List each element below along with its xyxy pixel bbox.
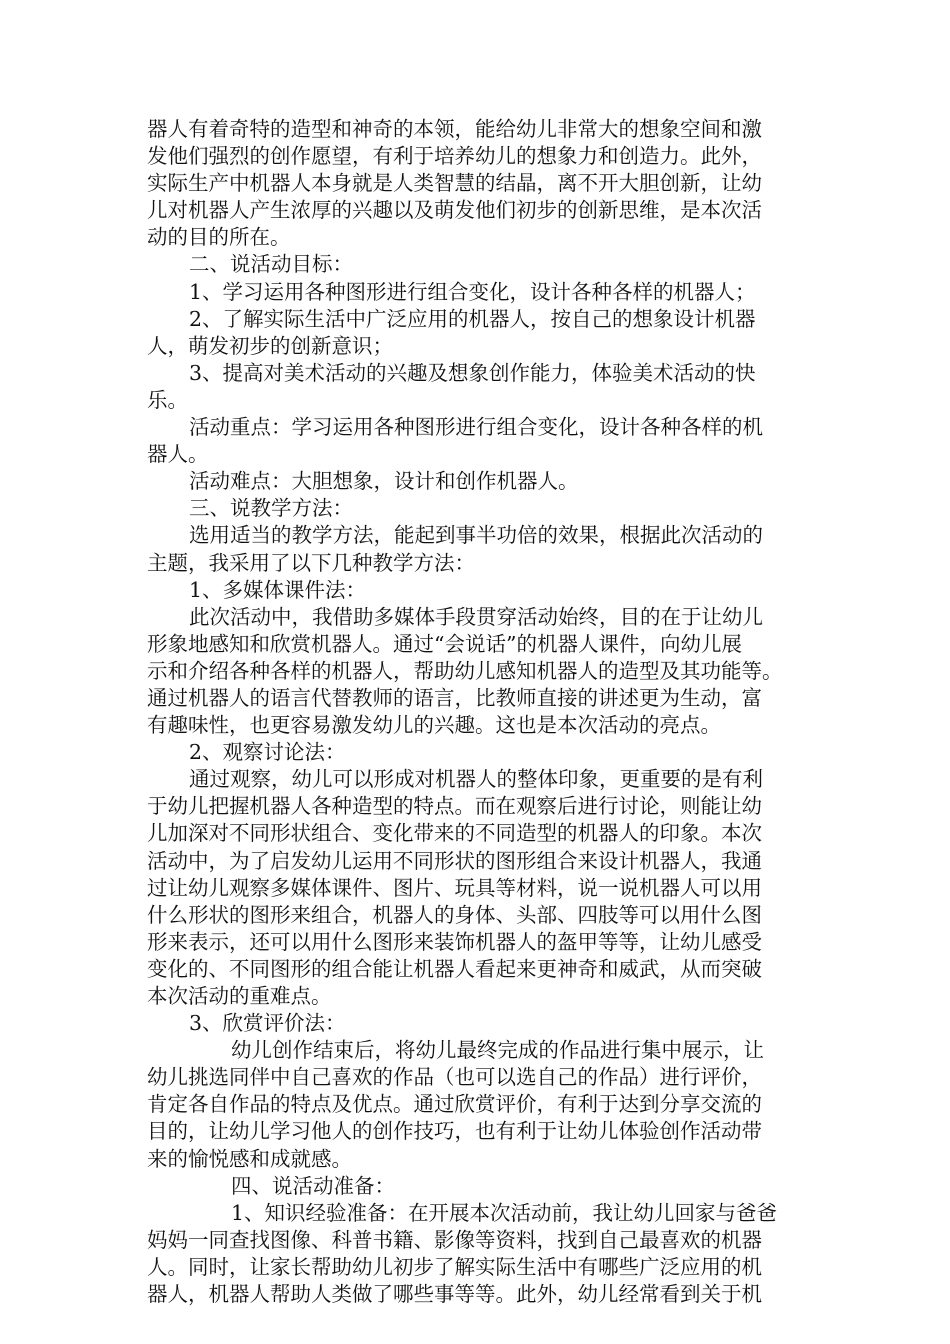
text-line: 活动难点：大胆想象，设计和创作机器人。 bbox=[189, 469, 579, 494]
text-line: 1、知识经验准备：在开展本次活动前，我让幼儿回家与爸爸 bbox=[231, 1200, 778, 1225]
text-line: 过让幼儿观察多媒体课件、图片、玩具等材料，说一说机器人可以用 bbox=[147, 875, 762, 900]
text-line: 妈妈一同查找图像、科普书籍、影像等资料，找到自己最喜欢的机器 bbox=[147, 1227, 762, 1252]
text-line: 幼儿挑选同伴中自己喜欢的作品（也可以选自己的作品）进行评价， bbox=[147, 1065, 762, 1090]
text-line: 幼儿创作结束后，将幼儿最终完成的作品进行集中展示，让 bbox=[231, 1038, 764, 1063]
text-line: 目的，让幼儿学习他人的创作技巧，也有利于让幼儿体验创作活动带 bbox=[147, 1119, 762, 1144]
text-line: 活动重点：学习运用各种图形进行组合变化，设计各种各样的机 bbox=[189, 415, 763, 440]
text-line: 1、学习运用各种图形进行组合变化，设计各种各样的机器人； bbox=[189, 279, 756, 304]
text-line: 实际生产中机器人本身就是人类智慧的结晶，离不开大胆创新，让幼 bbox=[147, 171, 762, 196]
text-line: 形来表示，还可以用什么图形来装饰机器人的盔甲等等，让幼儿感受 bbox=[147, 929, 762, 954]
text-line: 变化的、不同图形的组合能让机器人看起来更神奇和威武，从而突破 bbox=[147, 956, 762, 981]
text-line: 主题，我采用了以下几种教学方法： bbox=[147, 550, 475, 575]
text-line: 器人。 bbox=[147, 442, 209, 467]
text-line: 通过机器人的语言代替教师的语言，比教师直接的讲述更为生动，富 bbox=[147, 685, 762, 710]
text-line: 3、欣赏评价法： bbox=[189, 1011, 346, 1036]
text-line: 发他们强烈的创作愿望，有利于培养幼儿的想象力和创造力。此外， bbox=[147, 144, 762, 169]
text-line: 有趣味性，也更容易激发幼儿的兴趣。这也是本次活动的亮点。 bbox=[147, 713, 721, 738]
text-line: 此次活动中，我借助多媒体手段贯穿活动始终，目的在于让幼儿 bbox=[189, 604, 763, 629]
document-body bbox=[147, 116, 805, 1308]
text-line: 什么形状的图形来组合，机器人的身体、头部、四肢等可以用什么图 bbox=[147, 902, 762, 927]
text-line: 通过观察，幼儿可以形成对机器人的整体印象，更重要的是有利 bbox=[189, 767, 763, 792]
text-line: 于幼儿把握机器人各种造型的特点。而在观察后进行讨论，则能让幼 bbox=[147, 794, 762, 819]
text-line: 儿加深对不同形状组合、变化带来的不同造型的机器人的印象。本次 bbox=[147, 821, 762, 846]
text-line: 三、说教学方法： bbox=[189, 496, 353, 521]
text-line: 选用适当的教学方法，能起到事半功倍的效果，根据此次活动的 bbox=[189, 523, 763, 548]
text-line: 示和介绍各种各样的机器人，帮助幼儿感知机器人的造型及其功能等。 bbox=[147, 658, 783, 683]
text-line: 3、提高对美术活动的兴趣及想象创作能力，体验美术活动的快 bbox=[189, 360, 756, 385]
text-line: 活动中，为了启发幼儿运用不同形状的图形组合来设计机器人，我通 bbox=[147, 848, 762, 873]
text-line: 器人有着奇特的造型和神奇的本领，能给幼儿非常大的想象空间和激 bbox=[147, 117, 762, 141]
text-line: 肯定各自作品的特点及优点。通过欣赏评价，有利于达到分享交流的 bbox=[147, 1092, 762, 1117]
text-line: 人。同时，让家长帮助幼儿初步了解实际生活中有哪些广泛应用的机 bbox=[147, 1254, 762, 1279]
text-line: 四、说活动准备： bbox=[231, 1173, 395, 1198]
text-line: 儿对机器人产生浓厚的兴趣以及萌发他们初步的创新思维，是本次活 bbox=[147, 198, 762, 223]
text-line: 2、观察讨论法： bbox=[189, 740, 346, 765]
text-line: 1、多媒体课件法： bbox=[189, 577, 367, 602]
text-line: 动的目的所在。 bbox=[147, 225, 291, 250]
text-line: 器人，机器人帮助人类做了哪些事等等。此外，幼儿经常看到关于机 bbox=[147, 1282, 762, 1307]
text-line: 人，萌发初步的创新意识； bbox=[147, 333, 393, 358]
text-line: 2、了解实际生活中广泛应用的机器人，按自己的想象设计机器 bbox=[189, 306, 756, 331]
text-line: 乐。 bbox=[147, 387, 188, 412]
text-line: 来的愉悦感和成就感。 bbox=[147, 1146, 352, 1171]
text-line: 本次活动的重难点。 bbox=[147, 984, 332, 1008]
text-line: 二、说活动目标： bbox=[189, 252, 353, 277]
text-line: 形象地感知和欣赏机器人。通过“会说话”的机器人课件，向幼儿展 bbox=[147, 631, 742, 656]
